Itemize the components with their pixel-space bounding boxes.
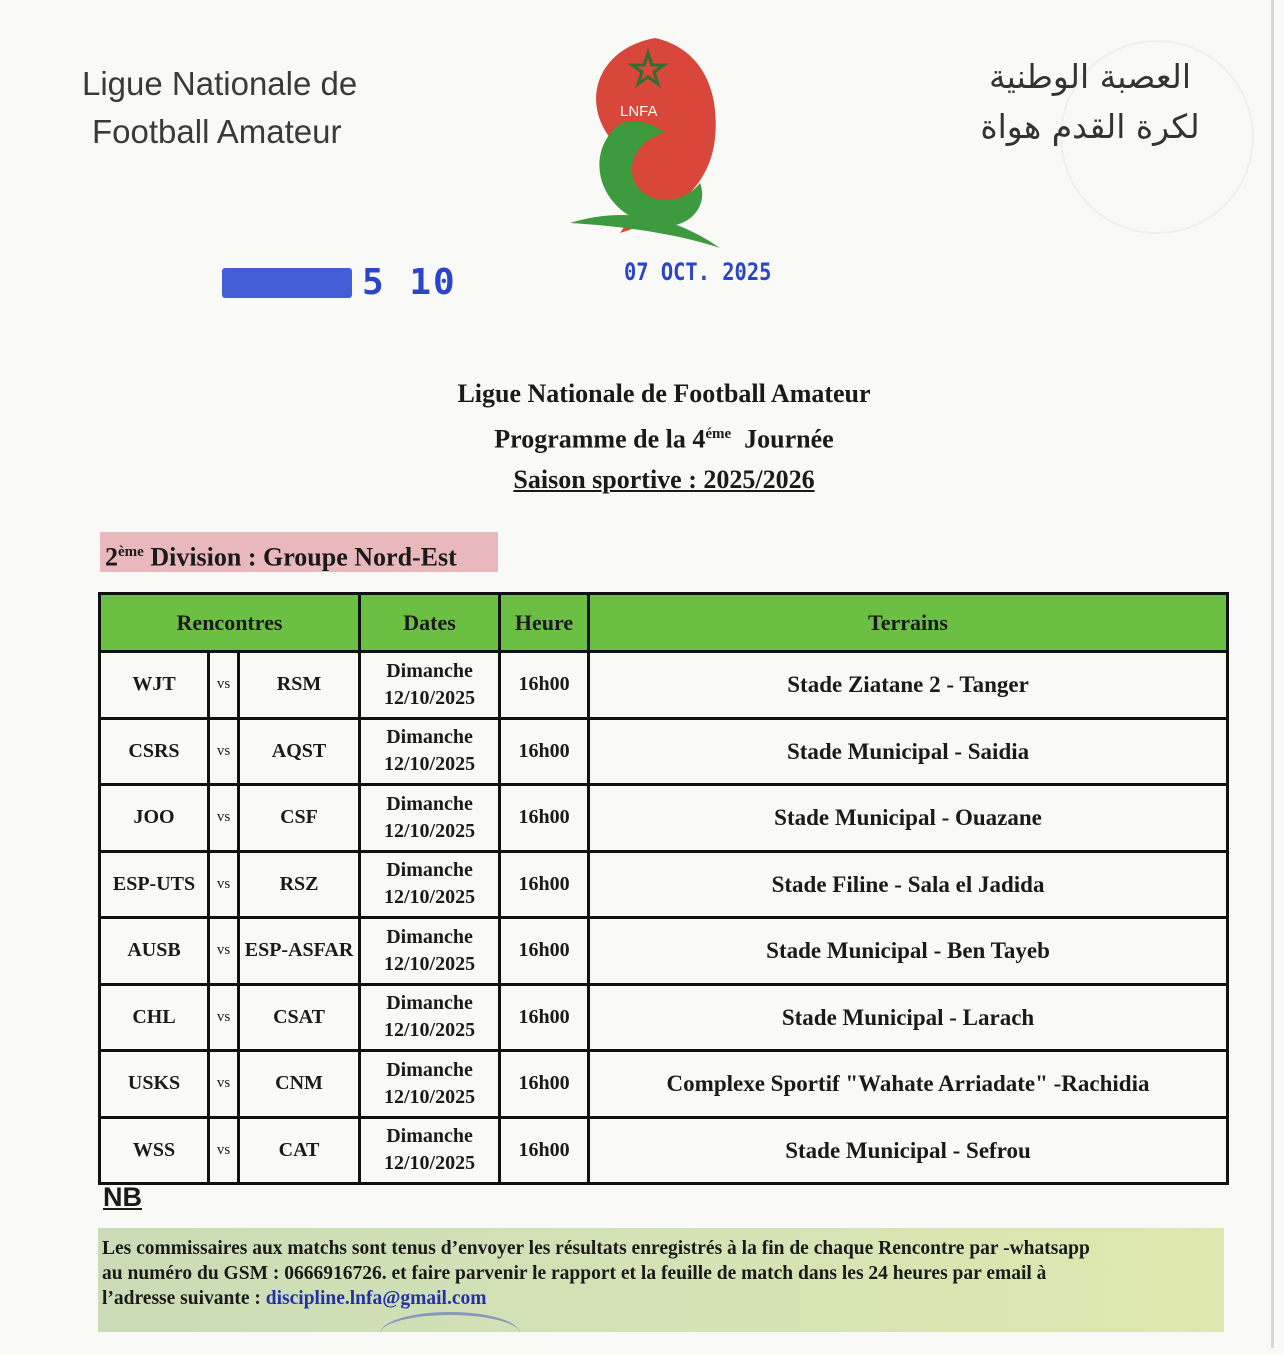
venue: Stade Ziatane 2 - Tanger [589, 652, 1228, 719]
match-date-value: 12/10/2025 [383, 952, 476, 975]
venue: Complexe Sportif "Wahate Arriadate" -Rachidia [589, 1051, 1228, 1118]
away-team: RSM [239, 652, 360, 719]
vs-label: vs [209, 785, 239, 852]
match-date [360, 918, 500, 985]
table-row [100, 851, 1228, 918]
title-line2 [330, 414, 998, 460]
match-time: 16h00 [500, 1051, 589, 1118]
match-date [360, 1051, 500, 1118]
table-row [100, 785, 1228, 852]
stamp-blot [222, 268, 352, 298]
match-day: Dimanche [386, 792, 473, 815]
match-day: Dimanche [386, 992, 473, 1015]
away-team: CSAT [239, 984, 360, 1051]
match-time: 16h00 [500, 718, 589, 785]
match-day: Dimanche [386, 659, 473, 682]
match-date-value: 12/10/2025 [383, 1085, 476, 1108]
logo-text: LNFA [620, 103, 658, 120]
match-day: Dimanche [386, 1125, 473, 1148]
away-team: ESP-ASFAR [239, 918, 360, 985]
match-date-value: 12/10/2025 [383, 886, 476, 909]
home-team: WSS [100, 1117, 209, 1184]
nb-line2: au numéro du GSM : 0666916726. et faire parvenir le rapport et la feuille de match dans les 24 heures par email à [102, 1263, 1047, 1284]
table-row [100, 1051, 1228, 1118]
match-day: Dimanche [386, 925, 473, 948]
match-time: 16h00 [500, 984, 589, 1051]
schedule-body [100, 652, 1228, 1184]
match-date-value: 12/10/2025 [383, 686, 476, 709]
match-time: 16h00 [500, 785, 589, 852]
division-text: Division : Groupe Nord-Est [150, 542, 457, 572]
match-time: 16h00 [500, 652, 589, 719]
nb-line1: Les commissaires aux matchs sont tenus d’envoyer les résultats enregistrés à la fin de chaque Rencontre par -whatsapp [102, 1238, 1090, 1259]
away-team: AQST [239, 718, 360, 785]
title-line2-pre: Programme de la 4 [494, 424, 706, 454]
header-terrains: Terrains [589, 594, 1228, 652]
title-line3-season: Saison sportive : 2025/2026 [513, 464, 815, 494]
home-team: JOO [100, 785, 209, 852]
match-time: 16h00 [500, 851, 589, 918]
match-date-value: 12/10/2025 [383, 819, 476, 842]
venue: Stade Municipal - Ouazane [589, 785, 1228, 852]
table-row [100, 718, 1228, 785]
document-title [330, 374, 998, 500]
away-team: RSZ [239, 851, 360, 918]
date-stamp: 07 OCT. 2025 [624, 258, 772, 286]
division-label [100, 532, 498, 572]
away-team: CNM [239, 1051, 360, 1118]
table-header-row [100, 594, 1228, 652]
vs-label: vs [209, 984, 239, 1051]
table-row [100, 652, 1228, 719]
title-line1: Ligue Nationale de Football Amateur [457, 379, 871, 408]
reference-number: 5 10 [362, 262, 457, 303]
nb-line3-pre: l’adresse suivante : [102, 1288, 266, 1309]
vs-label: vs [209, 851, 239, 918]
header-right-line2: لكرة القدم هواة [980, 107, 1200, 146]
header-right-org-name-arabic [960, 52, 1220, 152]
venue: Stade Municipal - Saidia [589, 718, 1228, 785]
match-date [360, 652, 500, 719]
table-row [100, 984, 1228, 1051]
match-date-value: 12/10/2025 [383, 1019, 476, 1042]
away-team: CSF [239, 785, 360, 852]
header-left-org-name [82, 60, 382, 156]
match-day: Dimanche [386, 726, 473, 749]
home-team: CHL [100, 984, 209, 1051]
venue: Stade Filine - Sala el Jadida [589, 851, 1228, 918]
header-left-line2: Football Amateur [92, 113, 342, 150]
match-date-value: 12/10/2025 [383, 1152, 476, 1175]
table-row [100, 918, 1228, 985]
table-row [100, 1117, 1228, 1184]
header-dates: Dates [360, 594, 500, 652]
home-team: AUSB [100, 918, 209, 985]
vs-label: vs [209, 918, 239, 985]
match-date-value: 12/10/2025 [383, 753, 476, 776]
home-team: CSRS [100, 718, 209, 785]
match-date [360, 984, 500, 1051]
header-right-line1: العصبة الوطنية [988, 57, 1192, 96]
header-rencontres: Rencontres [100, 594, 360, 652]
venue: Stade Municipal - Ben Tayeb [589, 918, 1228, 985]
home-team: WJT [100, 652, 209, 719]
division-num: 2 [105, 542, 118, 572]
vs-label: vs [209, 1051, 239, 1118]
title-line2-sup: éme [705, 426, 732, 442]
away-team: CAT [239, 1117, 360, 1184]
venue: Stade Municipal - Larach [589, 984, 1228, 1051]
schedule-table [98, 592, 1229, 1185]
home-team: USKS [100, 1051, 209, 1118]
nb-line3 [102, 1286, 1220, 1311]
match-time: 16h00 [500, 918, 589, 985]
header-heure: Heure [500, 594, 589, 652]
match-date [360, 1117, 500, 1184]
match-time: 16h00 [500, 1117, 589, 1184]
title-line2-post: Journée [744, 424, 834, 454]
contact-email-link[interactable]: discipline.lnfa@gmail.com [265, 1288, 487, 1309]
vs-label: vs [209, 652, 239, 719]
vs-label: vs [209, 1117, 239, 1184]
reference-stamp [222, 262, 457, 303]
match-date [360, 851, 500, 918]
match-date [360, 785, 500, 852]
lnfa-logo-icon [560, 18, 735, 258]
header-left-line1: Ligue Nationale de [82, 65, 358, 102]
venue: Stade Municipal - Sefrou [589, 1117, 1228, 1184]
match-day: Dimanche [386, 859, 473, 882]
nb-label: NB [103, 1182, 142, 1212]
stamp-arc [380, 1312, 520, 1355]
vs-label: vs [209, 718, 239, 785]
match-day: Dimanche [386, 1058, 473, 1081]
nb-note [98, 1228, 1224, 1332]
match-date [360, 718, 500, 785]
home-team: ESP-UTS [100, 851, 209, 918]
division-sup: ème [118, 544, 144, 560]
